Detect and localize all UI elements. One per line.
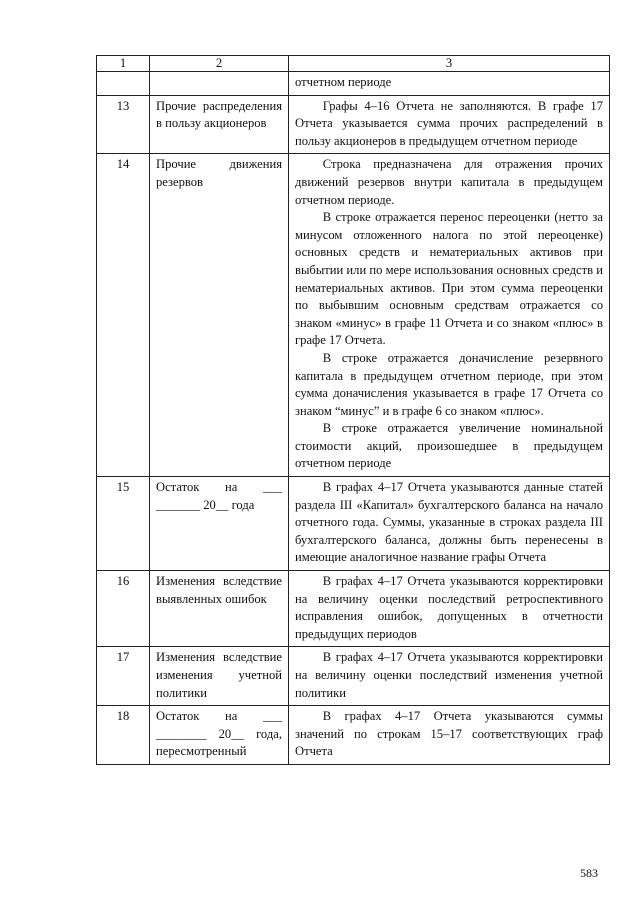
table-row <box>97 477 610 571</box>
table-row <box>97 154 610 477</box>
continuation-text: отчетном периоде <box>289 72 610 96</box>
continuation-row <box>97 72 610 96</box>
row-number: 18 <box>97 706 150 765</box>
header-col-3: 3 <box>289 56 610 72</box>
report-table <box>96 55 610 765</box>
description-paragraph: В графах 4–17 Отчета указываются данные статей раздела III «Капитал» бухгалтерского баланса на начало отчетного года. Суммы, указанные в строках раздела III бухгалтерского баланса, должны быть перенесены в имеющие аналогичное название графы Отчета <box>295 480 603 565</box>
table-row <box>97 95 610 154</box>
table-row <box>97 571 610 647</box>
row-description <box>289 647 610 706</box>
description-paragraph: В строке отражается перенос переоценки (нетто за минусом отложенного налога по этой переоценке) основных средств и нематериальных активов при выбытии или по мере использования основных средств и нематериальных активов. При этом сумма переоценки по выбывшим основным средствам отражается со знаком «минус» в графе 11 Отчета и со знаком «плюс» в графе 17 Отчета. <box>295 210 603 348</box>
header-col-1: 1 <box>97 56 150 72</box>
header-col-2: 2 <box>150 56 289 72</box>
row-number: 15 <box>97 477 150 571</box>
row-description <box>289 95 610 154</box>
row-description <box>289 154 610 477</box>
row-number: 13 <box>97 95 150 154</box>
row-number: 16 <box>97 571 150 647</box>
row-name: Остаток на ___ ________ 20__ года, пересмотренный <box>150 706 289 765</box>
row-name: Изменения вследствие выявленных ошибок <box>150 571 289 647</box>
description-paragraph: В графах 4–17 Отчета указываются суммы значений по строкам 15–17 соответствующих граф Отчета <box>295 709 603 759</box>
table-row <box>97 706 610 765</box>
row-description <box>289 706 610 765</box>
description-paragraph: В строке отражается увеличение номинальной стоимости акций, произошедшее в предыдущем отчетном периоде <box>295 421 603 471</box>
page-number: 583 <box>580 866 598 880</box>
description-paragraph: В графах 4–17 Отчета указываются корректировки на величину оценки последствий изменения учетной политики <box>295 650 603 700</box>
table-row <box>97 647 610 706</box>
description-paragraph: В строке отражается доначисление резервного капитала в предыдущем отчетном периоде, при этом сумма доначисления указывается в графе 17 Отчета со знаком “минус” и в графе 6 со знаком «плюс». <box>295 350 603 418</box>
row-name: Прочие движения резервов <box>150 154 289 477</box>
description-paragraph: В графах 4–17 Отчета указываются корректировки на величину оценки последствий ретроспективного исправления ошибок, допущенных в отчетности предыдущих периодов <box>295 574 603 641</box>
row-number: 17 <box>97 647 150 706</box>
row-number: 14 <box>97 154 150 477</box>
row-description <box>289 571 610 647</box>
row-name: Прочие распределения в пользу акционеров <box>150 95 289 154</box>
row-name: Изменения вследствие изменения учетной политики <box>150 647 289 706</box>
header-row <box>97 56 610 72</box>
description-paragraph: Графы 4–16 Отчета не заполняются. В графе 17 Отчета указывается сумма прочих распределений в пользу акционеров в предыдущем отчетном периоде <box>295 98 603 148</box>
row-description <box>289 477 610 571</box>
row-name: Остаток на ___ _______ 20__ года <box>150 477 289 571</box>
description-paragraph: Строка предназначена для отражения прочих движений резервов внутри капитала в предыдущем отчетном периоде. <box>295 157 603 207</box>
